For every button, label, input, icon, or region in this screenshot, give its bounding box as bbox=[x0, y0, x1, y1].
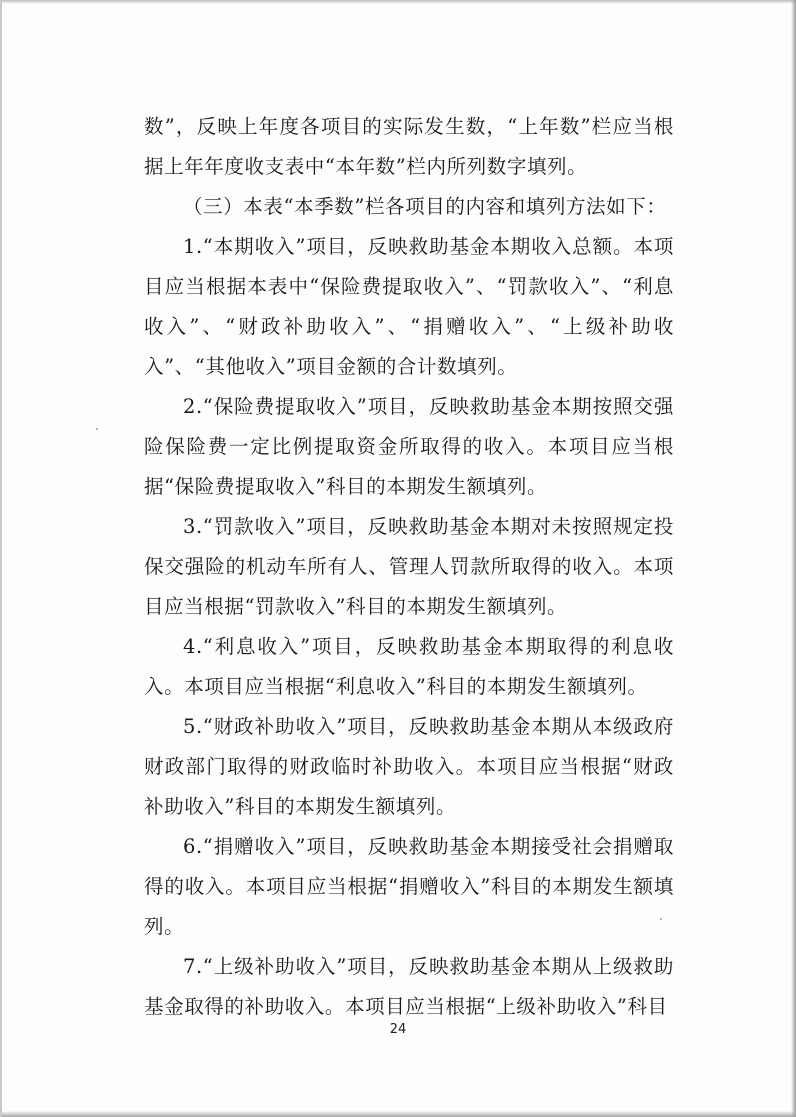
paragraph: 5.“财政补助收入”项目，反映救助基金本期从本级政府财政部门取得的财政临时补助收入。本项目应当根据“财政补助收入”科目的本期发生额填列。 bbox=[144, 715, 674, 818]
paragraph: （三）本表“本季数”栏各项目的内容和填列方法如下： bbox=[183, 195, 667, 218]
scan-edge-left bbox=[0, 0, 2, 1117]
page-number: 24 bbox=[389, 1022, 407, 1037]
scan-speck bbox=[96, 428, 98, 430]
paragraph: 7.“上级补助收入”项目，反映救助基金本期从上级救助基金取得的补助收入。本项目应当根据“上级补助收入”科目 bbox=[144, 955, 674, 1018]
paragraph: 6.“捐赠收入”项目，反映救助基金本期接受社会捐赠取得的收入。本项目应当根据“捐赠收入”科目的本期发生额填列。 bbox=[144, 835, 674, 938]
paragraph: 4.“利息收入”项目，反映救助基金本期取得的利息收入。本项目应当根据“利息收入”科目的本期发生额填列。 bbox=[144, 635, 674, 698]
paragraph: 1.“本期收入”项目，反映救助基金本期收入总额。本项目应当根据本表中“保险费提取收入”、“罚款收入”、“利息收入”、“财政补助收入”、“捐赠收入”、“上级补助收入”、“其他收入”项目金额的合计数填列。 bbox=[144, 235, 674, 378]
scan-edge-top bbox=[0, 0, 796, 4]
scan-edge-right bbox=[791, 0, 796, 1117]
paragraph: 2.“保险费提取收入”项目，反映救助基金本期按照交强险保险费一定比例提取资金所取得的收入。本项目应当根据“保险费提取收入”科目的本期发生额填列。 bbox=[144, 395, 674, 498]
paragraph: 3.“罚款收入”项目，反映救助基金本期对未按照规定投保交强险的机动车所有人、管理人罚款所取得的收入。本项目应当根据“罚款收入”科目的本期发生额填列。 bbox=[144, 515, 674, 618]
paragraph: 数”，反映上年度各项目的实际发生数，“上年数”栏应当根据上年年度收支表中“本年数”栏内所列数字填列。 bbox=[144, 115, 674, 178]
body-text bbox=[144, 107, 674, 1027]
scan-edge-bottom bbox=[0, 1111, 796, 1117]
